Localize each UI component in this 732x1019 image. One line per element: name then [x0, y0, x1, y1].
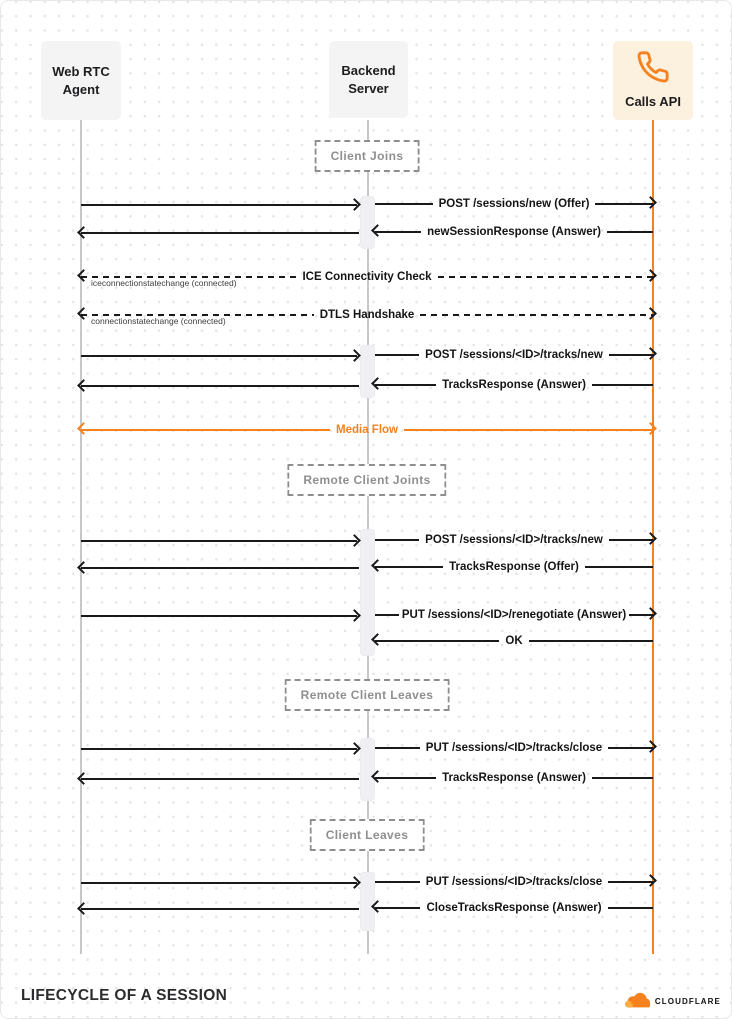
labeled-arrow — [375, 347, 653, 363]
arrow-line — [375, 747, 420, 749]
cloudflare-brand — [623, 992, 721, 1011]
dashed-arrow-line — [438, 276, 653, 278]
message-label: TracksResponse (Answer) — [442, 772, 586, 784]
dashed-arrow-line — [420, 314, 653, 316]
labeled-arrow — [375, 196, 653, 212]
message-label: TracksResponse (Answer) — [442, 379, 586, 391]
arrowhead-right-icon — [348, 876, 361, 889]
actor-label: Backend Server — [341, 62, 396, 96]
message-label: TracksResponse (Offer) — [449, 561, 579, 573]
message-note: iceconnectionstatechange (connected) — [91, 278, 237, 288]
arrow-line — [81, 540, 357, 542]
activation-bar — [360, 738, 375, 801]
message-label: Media Flow — [336, 424, 398, 436]
arrow-line — [608, 907, 653, 909]
activation-bar — [360, 872, 375, 931]
actor-label: Web RTC Agent — [52, 63, 110, 97]
message-label: POST /sessions/<ID>/tracks/new — [425, 349, 603, 361]
arrow-line — [81, 385, 359, 387]
labeled-arrow — [375, 224, 653, 240]
phase-remote-client-joins: Remote Client Joints — [287, 464, 446, 496]
arrow-line — [375, 881, 420, 883]
message-label: POST /sessions/<ID>/tracks/new — [425, 534, 603, 546]
arrow-line — [375, 539, 419, 541]
labeled-arrow — [375, 633, 653, 649]
arrow-line — [81, 908, 359, 910]
arrow-line — [81, 567, 359, 569]
arrowhead-right-icon — [644, 422, 657, 435]
arrow-line — [375, 354, 419, 356]
page-title: LIFECYCLE OF A SESSION — [21, 987, 228, 1004]
arrow-line — [81, 355, 357, 357]
labeled-arrow — [375, 532, 653, 548]
message-label: POST /sessions/new (Offer) — [438, 198, 590, 210]
labeled-arrow — [375, 874, 653, 890]
arrowhead-right-icon — [348, 609, 361, 622]
message-label: PUT /sessions/<ID>/tracks/close — [425, 742, 603, 754]
actor-calls-api — [613, 41, 693, 120]
brand-name: CLOUDFLARE — [654, 997, 721, 1006]
arrowhead-right-icon — [644, 607, 657, 620]
arrow-line — [81, 882, 357, 884]
message-label: CloseTracksResponse (Answer) — [426, 902, 602, 914]
actor-label: Calls API — [625, 94, 681, 110]
arrowhead-right-icon — [348, 349, 361, 362]
arrowhead-right-icon — [644, 874, 657, 887]
labeled-arrow — [375, 900, 653, 916]
labeled-arrow — [81, 307, 653, 326]
message-label: PUT /sessions/<ID>/tracks/close — [425, 876, 603, 888]
phase-client-joins: Client Joins — [315, 140, 420, 172]
arrow-line — [81, 232, 359, 234]
labeled-arrow — [375, 770, 653, 786]
arrowhead-right-icon — [644, 269, 657, 282]
lifeline-webrtc-agent — [80, 120, 82, 954]
arrow-line — [375, 614, 399, 616]
labeled-arrow — [375, 740, 653, 756]
arrowhead-right-icon — [644, 532, 657, 545]
arrowhead-right-icon — [348, 534, 361, 547]
labeled-arrow — [375, 377, 653, 393]
message-label: DTLS Handshake — [319, 309, 415, 321]
phase-remote-client-leaves: Remote Client Leaves — [285, 679, 450, 711]
arrow-line — [592, 384, 653, 386]
activation-bar — [360, 345, 375, 398]
arrowhead-right-icon — [348, 742, 361, 755]
cloudflare-logo-icon — [623, 992, 652, 1011]
arrow-line — [375, 566, 443, 568]
arrow-line — [592, 777, 653, 779]
labeled-arrow — [81, 422, 653, 438]
phase-client-leaves: Client Leaves — [310, 819, 425, 851]
arrow-line — [375, 777, 436, 779]
arrow-line — [81, 204, 357, 206]
actor-webrtc-agent — [41, 41, 121, 120]
arrowhead-right-icon — [644, 347, 657, 360]
message-label: OK — [505, 635, 523, 647]
arrow-line — [81, 429, 330, 431]
message-label: newSessionResponse (Answer) — [427, 226, 601, 238]
arrow-line — [81, 615, 357, 617]
arrowhead-right-icon — [644, 740, 657, 753]
message-label: ICE Connectivity Check — [302, 271, 432, 283]
actor-backend-server — [329, 41, 408, 118]
arrow-line — [375, 640, 499, 642]
arrow-line — [81, 748, 357, 750]
arrowhead-right-icon — [348, 198, 361, 211]
arrow-line — [585, 566, 653, 568]
arrow-line — [375, 203, 433, 205]
labeled-arrow — [375, 559, 653, 575]
arrowhead-right-icon — [644, 307, 657, 320]
labeled-arrow — [81, 269, 653, 288]
arrow-line — [81, 778, 359, 780]
arrow-line — [404, 429, 653, 431]
arrowhead-right-icon — [644, 196, 657, 209]
arrow-line — [375, 384, 436, 386]
activation-bar — [360, 196, 375, 249]
arrow-line — [529, 640, 653, 642]
arrow-line — [607, 231, 653, 233]
message-note: connectionstatechange (connected) — [91, 316, 226, 326]
phone-icon — [636, 50, 670, 84]
message-label: PUT /sessions/<ID>/renegotiate (Answer) — [401, 609, 627, 621]
labeled-arrow — [375, 607, 653, 623]
